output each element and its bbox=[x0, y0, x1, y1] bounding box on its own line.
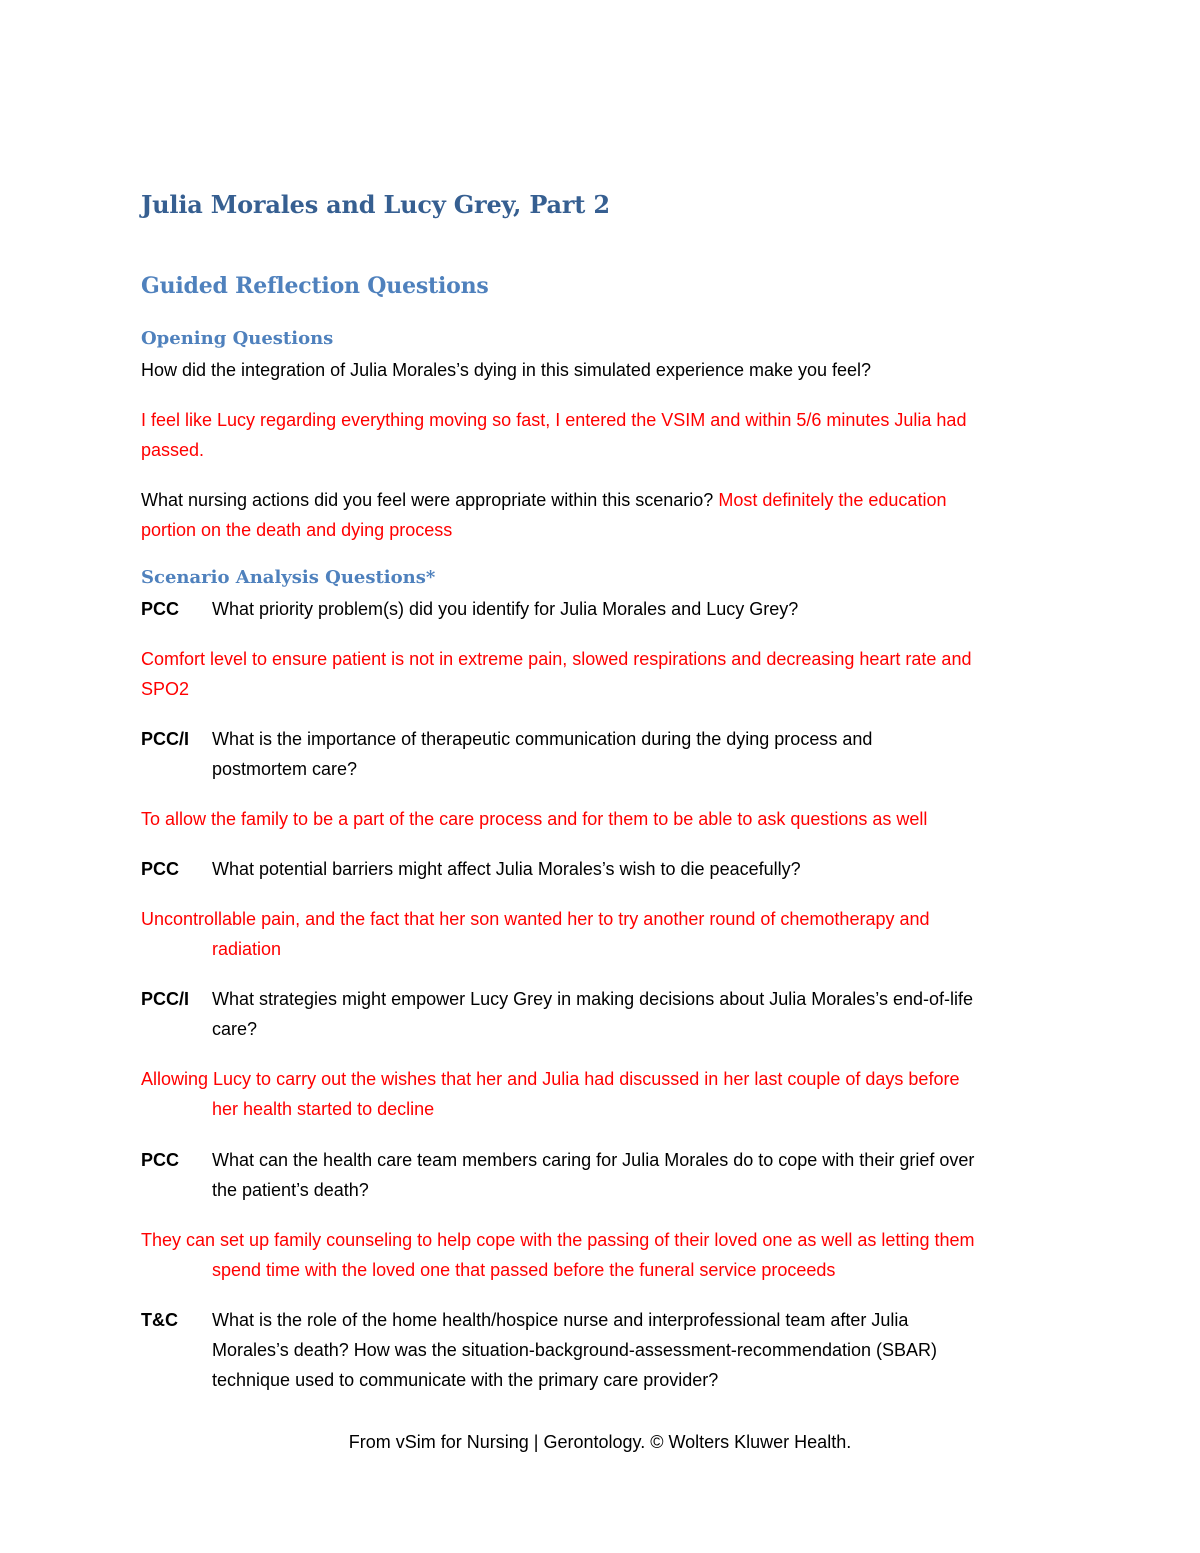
scenario-answer-1-line2: SPO2 bbox=[141, 679, 190, 699]
scenario-question-5-line2: the patient’s death? bbox=[212, 1180, 369, 1200]
scenario-answer-1-line1: Comfort level to ensure patient is not in extreme pain, slowed respirations and decreasing heart rate and bbox=[141, 649, 972, 669]
opening-qa-2 bbox=[141, 485, 946, 515]
scenario-question-3: What potential barriers might affect Julia Morales’s wish to die peacefully? bbox=[212, 859, 801, 879]
scenario-answer-5-line1: They can set up family counseling to help cope with the passing of their loved one as well as letting them bbox=[141, 1230, 975, 1250]
document-title: Julia Morales and Lucy Grey, Part 2 bbox=[141, 190, 610, 219]
scenario-answer-3-line2: radiation bbox=[212, 939, 282, 959]
scenario-question-6-line3: technique used to communicate with the primary care provider? bbox=[212, 1370, 719, 1390]
scenario-answer-3-line1: Uncontrollable pain, and the fact that her son wanted her to try another round of chemotherapy and bbox=[141, 909, 930, 929]
scenario-questions-heading: Scenario Analysis Questions* bbox=[141, 567, 436, 588]
scenario-question-6-line2: Morales’s death? How was the situation-background-assessment-recommendation (SBAR) bbox=[212, 1340, 938, 1360]
scenario-question-1: What priority problem(s) did you identify for Julia Morales and Lucy Grey? bbox=[212, 599, 799, 619]
question-tag: PCC bbox=[141, 599, 180, 619]
scenario-question-6-line1: What is the role of the home health/hospice nurse and interprofessional team after Julia bbox=[212, 1310, 909, 1330]
question-tag: PCC/I bbox=[141, 989, 190, 1009]
scenario-question-2-line2: postmortem care? bbox=[212, 759, 358, 779]
page-footer: From vSim for Nursing | Gerontology. © Wolters Kluwer Health. bbox=[348, 1432, 852, 1452]
scenario-question-5-line1: What can the health care team members caring for Julia Morales do to cope with their grief over bbox=[212, 1150, 975, 1170]
opening-answer-2-line1: Most definitely the education bbox=[718, 490, 947, 510]
question-tag: PCC/I bbox=[141, 729, 190, 749]
opening-question-2: What nursing actions did you feel were appropriate within this scenario? bbox=[141, 490, 714, 510]
opening-answer-1-line1: I feel like Lucy regarding everything moving so fast, I entered the VSIM and within 5/6 minutes Julia had bbox=[141, 410, 967, 430]
opening-question-1: How did the integration of Julia Morales’s dying in this simulated experience make you feel? bbox=[141, 360, 872, 380]
scenario-answer-2-line1: To allow the family to be a part of the care process and for them to be able to ask questions as well bbox=[141, 809, 928, 829]
section-heading: Guided Reflection Questions bbox=[141, 273, 489, 299]
question-tag: PCC bbox=[141, 1150, 180, 1170]
scenario-answer-5-line2: spend time with the loved one that passed before the funeral service proceeds bbox=[212, 1260, 836, 1280]
scenario-question-2-line1: What is the importance of therapeutic communication during the dying process and bbox=[212, 729, 873, 749]
scenario-answer-4-line2: her health started to decline bbox=[212, 1099, 435, 1119]
scenario-question-4-line1: What strategies might empower Lucy Grey in making decisions about Julia Morales’s end-of-life bbox=[212, 989, 974, 1009]
question-tag: PCC bbox=[141, 859, 180, 879]
opening-answer-1-line2: passed. bbox=[141, 440, 205, 460]
question-tag: T&C bbox=[141, 1310, 178, 1330]
scenario-question-4-line2: care? bbox=[212, 1019, 258, 1039]
opening-answer-2-line2: portion on the death and dying process bbox=[141, 520, 453, 540]
opening-questions-heading: Opening Questions bbox=[141, 328, 334, 349]
scenario-answer-4-line1: Allowing Lucy to carry out the wishes that her and Julia had discussed in her last couple of days before bbox=[141, 1069, 960, 1089]
